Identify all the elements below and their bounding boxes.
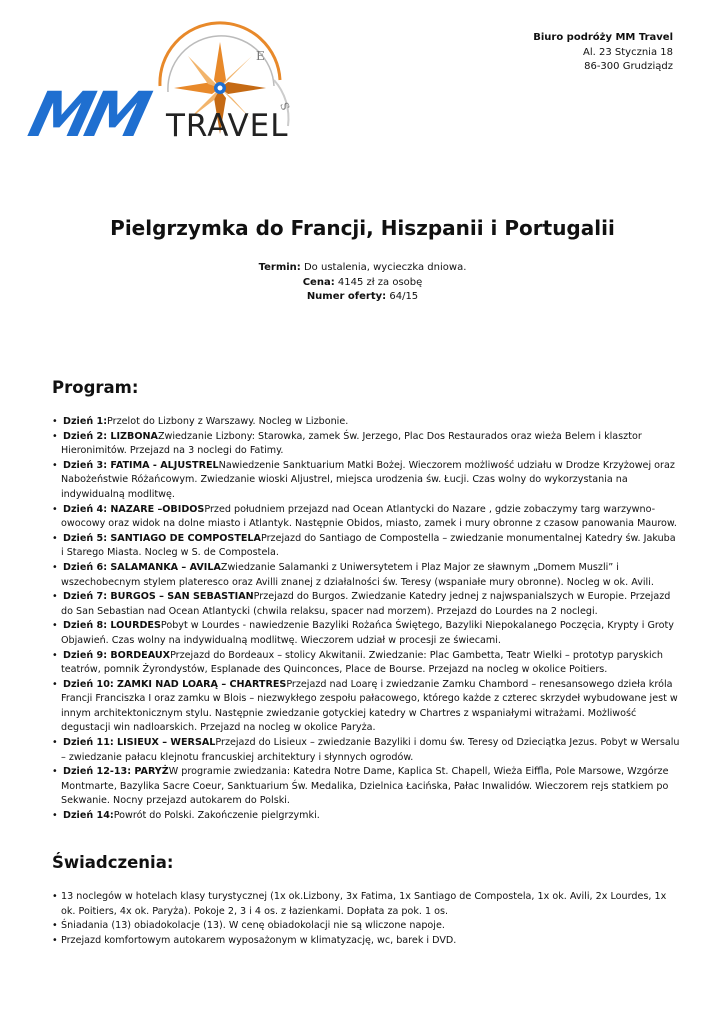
day-label: Dzień 9: BORDEAUX — [63, 649, 171, 661]
logo-mm-text: MM — [22, 78, 152, 151]
agency-city: 86-300 Grudziądz — [584, 61, 673, 72]
program-heading: Program: — [52, 378, 139, 397]
program-day — [52, 736, 680, 765]
program-day — [52, 503, 680, 532]
price-value: 4145 zł za osobę — [337, 276, 423, 288]
day-text: Powrót do Polski. Zakończenie pielgrzymki. — [113, 810, 320, 822]
service-item: • 13 noclegów w hotelach klasy turystycznej (1x ok.Lizbony, 3x Fatima, 1x Santiago de Compostela, 1x ok. Avili, 2x Lourdes, 1x ok. Poitiers, 4x ok. Paryża). Pokoje 2, 3 i 4 os. z łazienkami. Dopłata za pok. 1 os. — [52, 890, 680, 919]
day-label: Dzień 2: LIZBONA — [63, 430, 158, 442]
agency-name: Biuro podróży MM Travel — [533, 32, 673, 43]
program-day — [52, 649, 680, 678]
day-text: Przed południem przejazd nad Ocean Atlantycki do Nazare , gdzie zobaczymy targ warzywno-owocowy oraz widok na dolne miasto i Atlantyk. Następnie Obidos, miasto, zamek i mury obronne z czasow panowania Maurow. — [61, 503, 677, 530]
agency-street: Al. 23 Stycznia 18 — [583, 46, 673, 58]
offer-number-value: 64/15 — [389, 291, 419, 302]
page-title: Pielgrzymka do Francji, Hiszpanii i Portugalii — [110, 216, 615, 240]
day-label: Dzień 8: LOURDES — [63, 620, 161, 632]
day-text: Przejazd do Burgos. Zwiedzanie Katedry jednej z najwspanialszych w Europie. Przejazd do San Sebastian nad Ocean Atlantycki (chwila relaksu, spacer nad morzem). Przejazd do Lourdes na 2 noclegi. — [61, 591, 671, 617]
day-text: Zwiedzanie Lizbony: Starowka, zamek Św. Jerzego, Plac Dos Restaurados oraz wieża Belem i klasztor Hieronimitów. Przejazd na 3 noclegi do Fatimy. — [61, 430, 642, 457]
price-line — [0, 276, 725, 291]
day-label: Dzień 7: BURGOS – SAN SEBASTIAN — [63, 591, 254, 603]
program-day — [52, 590, 680, 619]
price-label: Cena: — [302, 276, 335, 288]
program-day — [52, 765, 680, 809]
program-day — [52, 561, 680, 590]
term-value: Do ustalenia, wycieczka dniowa. — [303, 262, 467, 273]
day-label: Dzień 11: LISIEUX – WERSAL — [63, 737, 216, 749]
compass-letter-e: E — [256, 49, 265, 63]
services-heading: Świadczenia: — [52, 853, 174, 872]
day-text: Nawiedzenie Sanktuarium Matki Bożej. Wieczorem możliwość udziału w Drodze Krzyżowej oraz Nabożeństwie Różańcowym. Zwiedzanie wioski Aljustrel, miejsca urodzenia św. Łucji. Czas wolny do wykorzystania na indywidualną modlitwę. — [61, 459, 675, 500]
offer-number-line — [0, 290, 725, 305]
day-label: Dzień 12-13: PARYŻ — [63, 766, 169, 778]
program-day — [52, 430, 680, 459]
program-day — [52, 619, 680, 648]
day-label: Dzień 5: SANTIAGO DE COMPOSTELA — [63, 532, 261, 544]
compass-letter-s: S — [277, 100, 292, 113]
day-label: Dzień 3: FATIMA - ALJUSTREL — [63, 459, 219, 471]
program-day — [52, 532, 680, 561]
day-label: Dzień 14: — [63, 810, 114, 822]
day-text: Przelot do Lizbony z Warszawy. Nocleg w Lizbonie. — [107, 416, 349, 427]
day-text: W programie zwiedzania: Katedra Notre Dame, Kaplica St. Chapell, Wieża Eiffla, Pole Marsowe, Wzgórze Montmarte, Bazylika Sacre Coeur, Sanktuarium Św. Medalika, Dzielnica Łacińska, Pałac Inwalidów. Wieczorem rejs statkiem po Sekwanie. Nocny przejazd autokarem do Polski. — [61, 766, 669, 807]
day-text: Przejazd do Lisieux – zwiedzanie Bazyliki i domu św. Teresy od Dzieciątka Jezus. Pobyt w Wersalu – zwiedzanie pałacu klejnotu francuskiej architektury i słynnych ogrodów. — [61, 737, 680, 763]
program-day — [52, 459, 680, 503]
offer-meta — [0, 261, 725, 305]
services-list — [52, 890, 680, 948]
day-label: Dzień 6: SALAMANKA – AVILA — [63, 561, 221, 573]
day-text: Przejazd nad Loarę i zwiedzanie Zamku Chambord – renesansowego dzieła króla Francji Franciszka I oraz zamku w Blois – niezwykłego zespołu pałacowego, którego każde z czterec skrzydeł wybudowane jest w innym architektonicznym stylu. Następnie zwiedzanie gotyckiej katedry w Chartres z wspaniałymi witrażami. Możliwość degustacji win nadloarskich. Przejazd na nocleg w okolice Paryża. — [61, 678, 678, 734]
day-text: Przejazd do Santiago de Compostella – zwiedzanie monumentalnej Katedry św. Jakuba i Starego Miasta. Nocleg w S. de Compostela. — [61, 532, 676, 559]
program-day — [52, 678, 680, 736]
mm-travel-logo — [22, 40, 310, 151]
term-line — [0, 261, 725, 276]
logo-travel-text: TRAVEL — [166, 108, 289, 144]
service-item: • Śniadania (13) obiadokolacje (13). W cenę obiadokolacji nie są wliczone napoje. — [52, 919, 680, 934]
day-label: Dzień 4: NAZARE –OBIDOS — [63, 503, 205, 515]
day-label: Dzień 1: — [63, 416, 108, 427]
offer-number-label: Numer oferty: — [306, 291, 387, 302]
program-day — [52, 809, 680, 824]
day-text: Przejazd do Bordeaux – stolicy Akwitanii. Zwiedzanie: Plac Gambetta, Teatr Wielki – prototyp paryskich teatrów, pomnik Żyrondystów, Esplanade des Quinconces, Place de Bourse. Przejazd na nocleg w okolice Poitiers. — [61, 649, 663, 676]
day-text: Pobyt w Lourdes - nawiedzenie Bazyliki Rożańca Świętego, Bazyliki Niepokalanego Poczęcia, Krypty i Groty Objawień. Czas wolny na indywidualną modlitwę. Wieczorem udział w procesji ze świecami. — [61, 620, 674, 646]
service-item: • Przejazd komfortowym autokarem wyposażonym w klimatyzację, wc, barek i DVD. — [52, 934, 680, 949]
term-label: Termin: — [258, 262, 301, 273]
day-text: Zwiedzanie Salamanki z Uniwersytetem i Plaz Major ze sławnym „Domem Muszli” i wszechobecnym stylem plateresco oraz Avilli znanej z działalności św. Teresy (wspaniałe mury obronne). Nocleg w ok. Avili. — [61, 561, 654, 588]
day-label: Dzień 10: ZAMKI NAD LOARĄ – CHARTRES — [63, 678, 287, 690]
program-list — [52, 415, 680, 824]
agency-address — [533, 31, 673, 75]
program-day — [52, 415, 680, 430]
